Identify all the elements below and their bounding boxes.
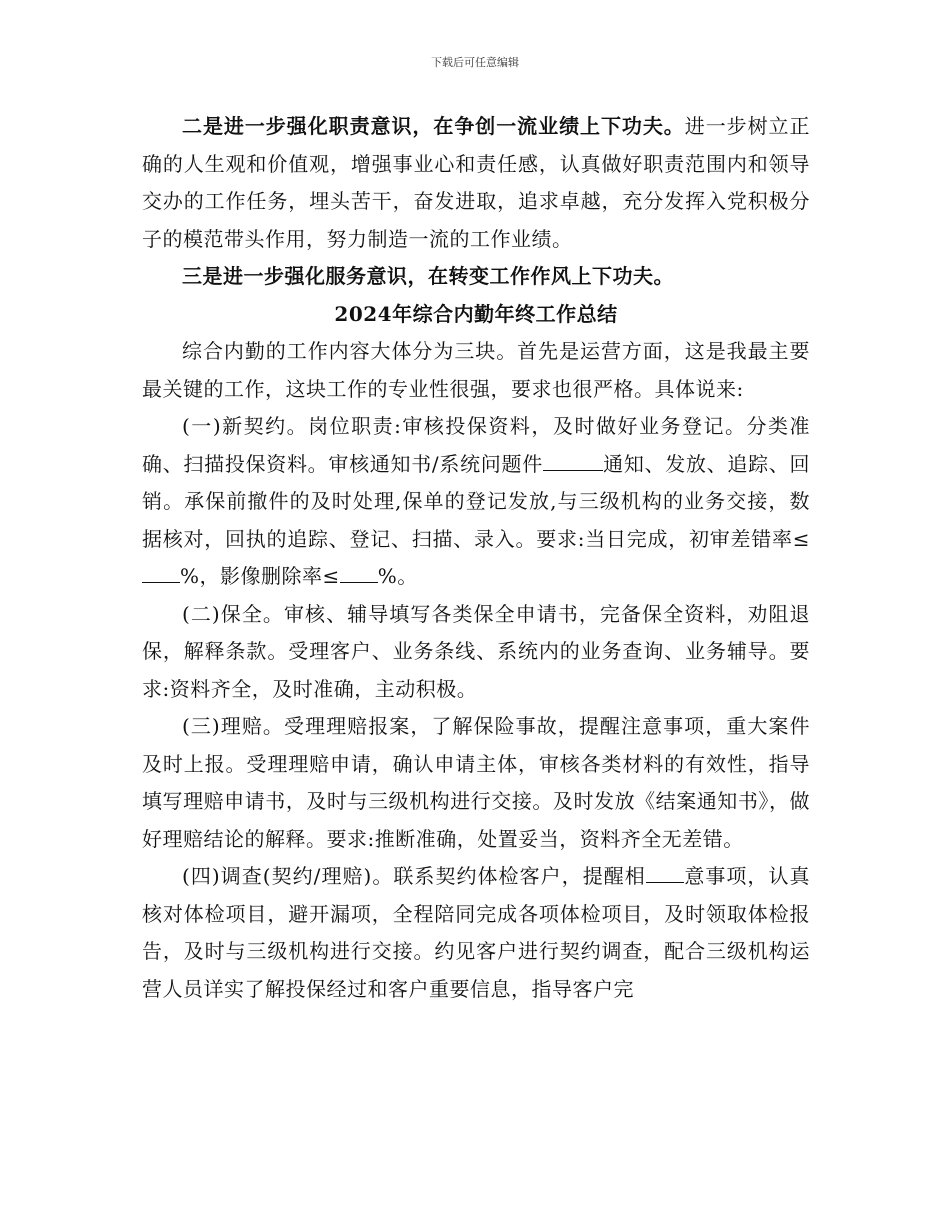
paragraph-text-part: (一)新契约。岗位职责:审核投保资料，及时做好业务登记。分类准确、扫描投保资料。审核通知书/系统问题件 <box>142 414 810 476</box>
paragraph-investigation <box>142 858 810 1008</box>
paragraph-body-text: 进一步树立正确的人生观和价值观，增强事业心和责任感，认真做好职责范围内和领导交办的工作任务，埋头苦干，奋发进取，追求卓越，充分发挥入党积极分子的模范带头作用，努力制造一流的工作业绩。 <box>142 114 811 251</box>
paragraph-intro: 综合内勤的工作内容大体分为三块。首先是运营方面，这是我最主要最关键的工作，这块工作的专业性很强，要求也很严格。具体说来: <box>142 339 810 401</box>
paragraph-text-part: 意事项，认真核对体检项目，避开漏项，全程陪同完成各项体检项目，及时领取体检报告，及时与三级机构进行交接。约见客户进行契约调查，配合三级机构运营人员详实了解投保经过和客户重要信息，指导客户完 <box>142 864 810 1001</box>
document-title: 2024年综合内勤年终工作总结 <box>334 301 618 326</box>
page-header-note: 下载后可任意编辑 <box>431 56 519 69</box>
paragraph-new-contract <box>142 408 810 596</box>
paragraph-service-awareness: 三是进一步强化服务意识，在转变工作作风上下功夫。 <box>182 264 674 288</box>
paragraph-text-part: (四)调查(契约/理赔)。联系契约体检客户，提醒相 <box>182 864 646 888</box>
paragraph-claims: (三)理赔。受理理赔报案，了解保险事故，提醒注意事项，重大案件及时上报。受理理赔申请，确认申请主体，审核各类材料的有效性，指导填写理赔申请书，及时与三级机构进行交接。及时发放《结案通知书》，做好理赔结论的解释。要求:推断准确，处置妥当，资料齐全无差错。 <box>142 714 810 851</box>
fill-in-blank <box>142 561 180 583</box>
fill-in-blank <box>543 449 603 471</box>
paragraph-text-part: %，影像删除率≤ <box>180 564 340 588</box>
fill-in-blank <box>646 861 684 883</box>
paragraph-duty-awareness <box>142 108 810 258</box>
paragraph-preservation: (二)保全。审核、辅导填写各类保全申请书，完备保全资料，劝阻退保，解释条款。受理客户、业务条线、系统内的业务查询、业务辅导。要求:资料齐全，及时准确，主动积极。 <box>142 601 810 701</box>
document-body <box>142 108 810 1008</box>
paragraph-text-part: %。 <box>377 564 418 588</box>
paragraph-text-part: 通知、发放、追踪、回销。承保前撤件的及时处理,保单的登记发放,与三级机构的业务交接，数据核对，回执的追踪、登记、扫描、录入。要求:当日完成，初审差错率≤ <box>142 451 810 551</box>
fill-in-blank <box>340 561 378 583</box>
paragraph-lead-text: 二是进一步强化职责意识，在争创一流业绩上下功夫。 <box>182 114 685 138</box>
